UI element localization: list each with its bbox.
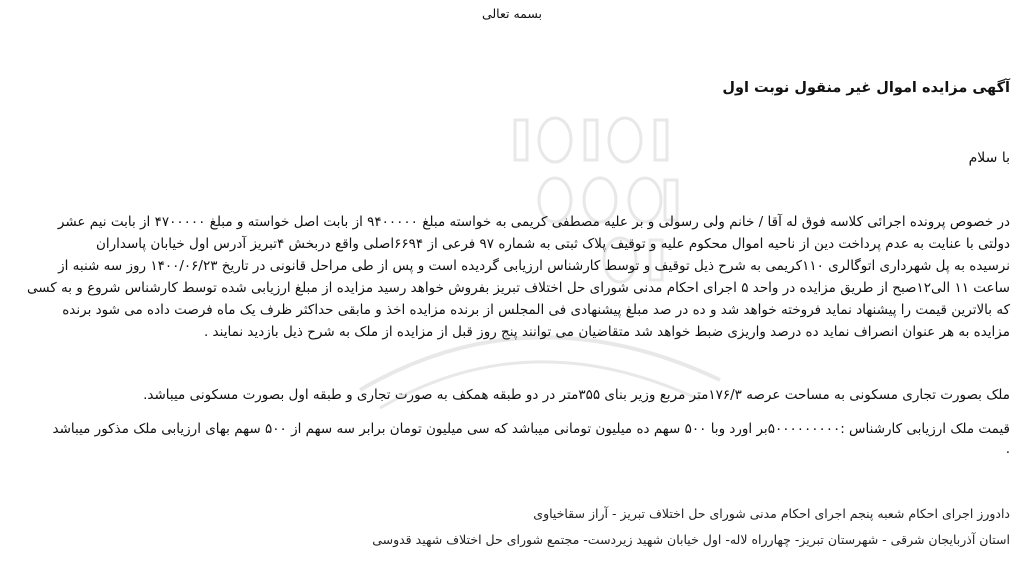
body-line: در خصوص پرونده اجرائی کلاسه فوق له آقا / خانم ولی رسولی و بر علیه مصطفی کریمی به خواسته مبلغ ۹۴۰۰۰۰۰ از بابت اصل خواسته و مبلغ ۴۷۰۰۰۰۰ از بابت نیم عشر xyxy=(57,214,1010,230)
footer-officer: دادورز اجرای احکام شعبه پنجم اجرای احکام مدنی شورای حل اختلاف تبریز - آراز سقاخیاوی xyxy=(533,506,1010,521)
notice-title: آگهی مزایده اموال غیر منقول نوبت اول xyxy=(722,80,1010,96)
footer-address: استان آذربایجان شرقی - شهرستان تبریز- چهارراه لاله- اول خیابان شهید زیردست- مجتمع شورای حل اختلاف شهید قدوسی xyxy=(372,532,1010,547)
body-line: که بالاترین قیمت را پیشنهاد نماید فروخته خواهد شد و ده در صد مبلغ پیشنهادی فی المجلس از برنده مزایده اخذ و مابقی حداکثر ظرف یک ماه فرصت داده می شود برنده xyxy=(62,302,1010,318)
body-line: دولتی با عنایت به عدم پرداخت دین از ناحیه اموال محکوم علیه و توقیف پلاک ثبتی به شماره ۹۷ فرعی از ۶۶۹۴اصلی واقع دربخش ۴تبریز آدرس اول خیابان پاسداران xyxy=(95,236,1010,252)
property-description: ملک بصورت تجاری مسکونی به مساحت عرصه ۱۷۶/۳متر مربع وزیر بنای ۳۵۵متر در دو طبقه همکف به صورت تجاری و طبقه اول بصورت مسکونی میباشد. xyxy=(143,387,1010,403)
body-line: مزایده به هر عنوان انصراف نماید ده درصد واریزی ضبط خواهد شد متقاضیان می توانند پنج روز قبل از مزایده از ملک به شرح ذیل بازدید نمایند . xyxy=(203,324,1010,340)
price-description: قیمت ملک ارزیابی کارشناس :۵۰۰۰۰۰۰۰۰۰بر اورد وبا ۵۰۰ سهم ده میلیون تومانی میباشد که سی میلیون تومان برابر سه سهم از ۵۰۰ سهم بهای ارزیابی ملک مذکور میباشد xyxy=(52,421,1010,437)
price-description-tail: . xyxy=(1005,441,1010,457)
body-line: نرسیده به پل شهرداری اتوگالری ۱۱۰کریمی به شرح ذیل توقیف و توسط کارشناس ارزیابی گردیده است و پس از طی مراحل قانونی در تاریخ ۱۴۰۰/۰۶/۲۳ روز سه شنبه از xyxy=(58,258,1010,274)
bismillah-heading: بسمه تعالی xyxy=(481,6,543,21)
greeting-text: با سلام xyxy=(968,150,1010,166)
body-line: ساعت ۱۱ الی۱۲صبح از طریق مزایده در واحد ۵ اجرای احکام مدنی شورای حل اختلاف تبریز بفروش خواهد رسید مزایده از مبلغ ارزیابی شده توسط کارشناس شروع و به کسی xyxy=(26,280,1010,296)
watermark-emblem-icon xyxy=(300,90,760,420)
